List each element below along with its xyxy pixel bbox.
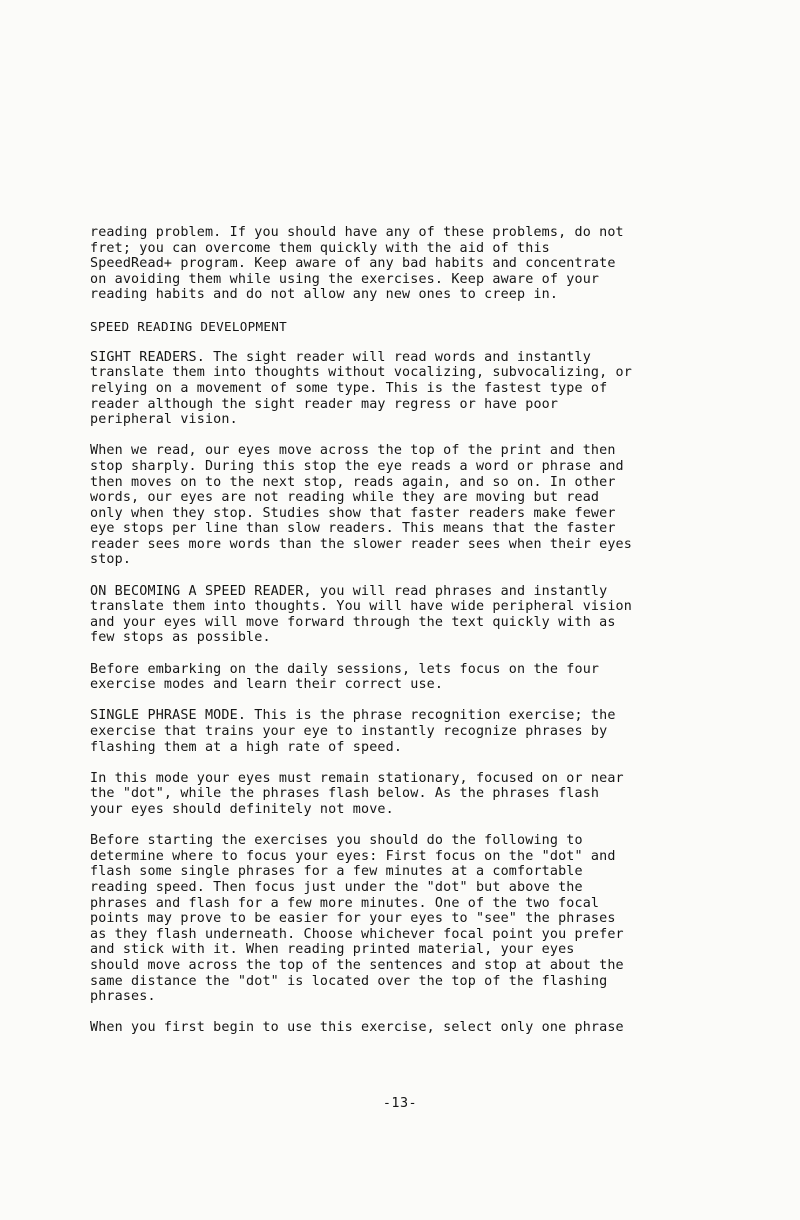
text-line: fret; you can overcome them quickly with the aid of this: [90, 240, 550, 256]
text-line: translate them into thoughts without vocalizing, subvocalizing, or: [90, 365, 632, 381]
text-line: few stops as possible.: [90, 630, 271, 646]
text-line: as they flash underneath. Choose whichever focal point you prefer: [90, 926, 624, 942]
paragraph-gap: [90, 1005, 770, 1021]
text-line: eye stops per line than slow readers. This means that the faster: [90, 521, 616, 537]
document-page: [90, 225, 770, 1036]
text-line: relying on a movement of some type. This is the fastest type of: [90, 380, 608, 396]
paragraph-gap: [90, 568, 770, 584]
paragraph-eye-movement: [90, 443, 770, 568]
paragraph-stationary-eyes: [90, 771, 770, 818]
text-line: reading habits and do not allow any new ones to creep in.: [90, 287, 559, 303]
text-line: points may prove to be easier for your eyes to "see" the phrases: [90, 911, 616, 927]
text-line: ON BECOMING A SPEED READER, you will read phrases and instantly: [90, 583, 608, 599]
text-line: reader sees more words than the slower reader sees when their eyes: [90, 536, 632, 552]
text-line: SINGLE PHRASE MODE. This is the phrase recognition exercise; the: [90, 708, 616, 724]
text-line: SpeedRead+ program. Keep aware of any bad habits and concentrate: [90, 256, 616, 272]
text-line: Before embarking on the daily sessions, lets focus on the four: [90, 661, 600, 677]
text-line: should move across the top of the sentences and stop at about the: [90, 957, 624, 973]
text-line: In this mode your eyes must remain stationary, focused on or near: [90, 770, 624, 786]
text-line: and your eyes will move forward through the text quickly with as: [90, 614, 616, 630]
text-line: words, our eyes are not reading while they are moving but read: [90, 490, 600, 506]
text-line: When we read, our eyes move across the top of the print and then: [90, 443, 616, 459]
section-heading-text: SPEED READING DEVELOPMENT: [90, 318, 288, 334]
text-line: same distance the "dot" is located over the top of the flashing: [90, 973, 608, 989]
text-line: determine where to focus your eyes: First focus on the "dot" and: [90, 848, 616, 864]
paragraph-gap: [90, 755, 770, 771]
text-line: peripheral vision.: [90, 412, 238, 428]
text-line: phrases.: [90, 989, 156, 1005]
text-line: phrases and flash for a few more minutes. One of the two focal: [90, 895, 600, 911]
text-line: flashing them at a high rate of speed.: [90, 739, 403, 755]
text-line: stop sharply. During this stop the eye reads a word or phrase and: [90, 458, 624, 474]
text-line: your eyes should definitely not move.: [90, 801, 394, 817]
text-line: only when they stop. Studies show that faster readers make fewer: [90, 505, 616, 521]
text-line: the "dot", while the phrases flash below. As the phrases flash: [90, 786, 600, 802]
text-line: Before starting the exercises you should do the following to: [90, 833, 583, 849]
text-line: exercise modes and learn their correct use.: [90, 677, 444, 693]
text-line: SIGHT READERS. The sight reader will read words and instantly: [90, 349, 591, 365]
paragraph-sight-readers: [90, 350, 770, 428]
text-line: and stick with it. When reading printed material, your eyes: [90, 942, 575, 958]
text-line: then moves on to the next stop, reads again, and so on. In other: [90, 474, 616, 490]
paragraph-becoming-speed-reader: [90, 584, 770, 646]
paragraph-gap: [90, 428, 770, 444]
text-line: reader although the sight reader may regress or have poor: [90, 396, 559, 412]
paragraph-gap: [90, 334, 770, 350]
paragraph-intro: [90, 225, 770, 303]
paragraph-gap: [90, 303, 770, 319]
paragraph-focus-instructions: [90, 833, 770, 1005]
paragraph-gap: [90, 646, 770, 662]
text-line: exercise that trains your eye to instantly recognize phrases by: [90, 724, 608, 739]
paragraph-gap: [90, 693, 770, 709]
section-heading: [90, 319, 770, 335]
text-line: reading speed. Then focus just under the "dot" but above the: [90, 879, 583, 895]
paragraph-single-phrase-mode: [90, 708, 770, 755]
text-line: When you first begin to use this exercise, select only one phrase: [90, 1020, 624, 1036]
text-line: on avoiding them while using the exercises. Keep aware of your: [90, 271, 600, 287]
paragraph-first-begin: [90, 1020, 770, 1036]
paragraph-gap: [90, 818, 770, 834]
text-line: translate them into thoughts. You will have wide peripheral vision: [90, 599, 632, 615]
paragraph-before-sessions: [90, 662, 770, 693]
page-number: -13-: [382, 1096, 418, 1111]
text-line: reading problem. If you should have any of these problems, do not: [90, 225, 624, 240]
text-line: stop.: [90, 552, 132, 568]
text-line: flash some single phrases for a few minutes at a comfortable: [90, 864, 583, 880]
